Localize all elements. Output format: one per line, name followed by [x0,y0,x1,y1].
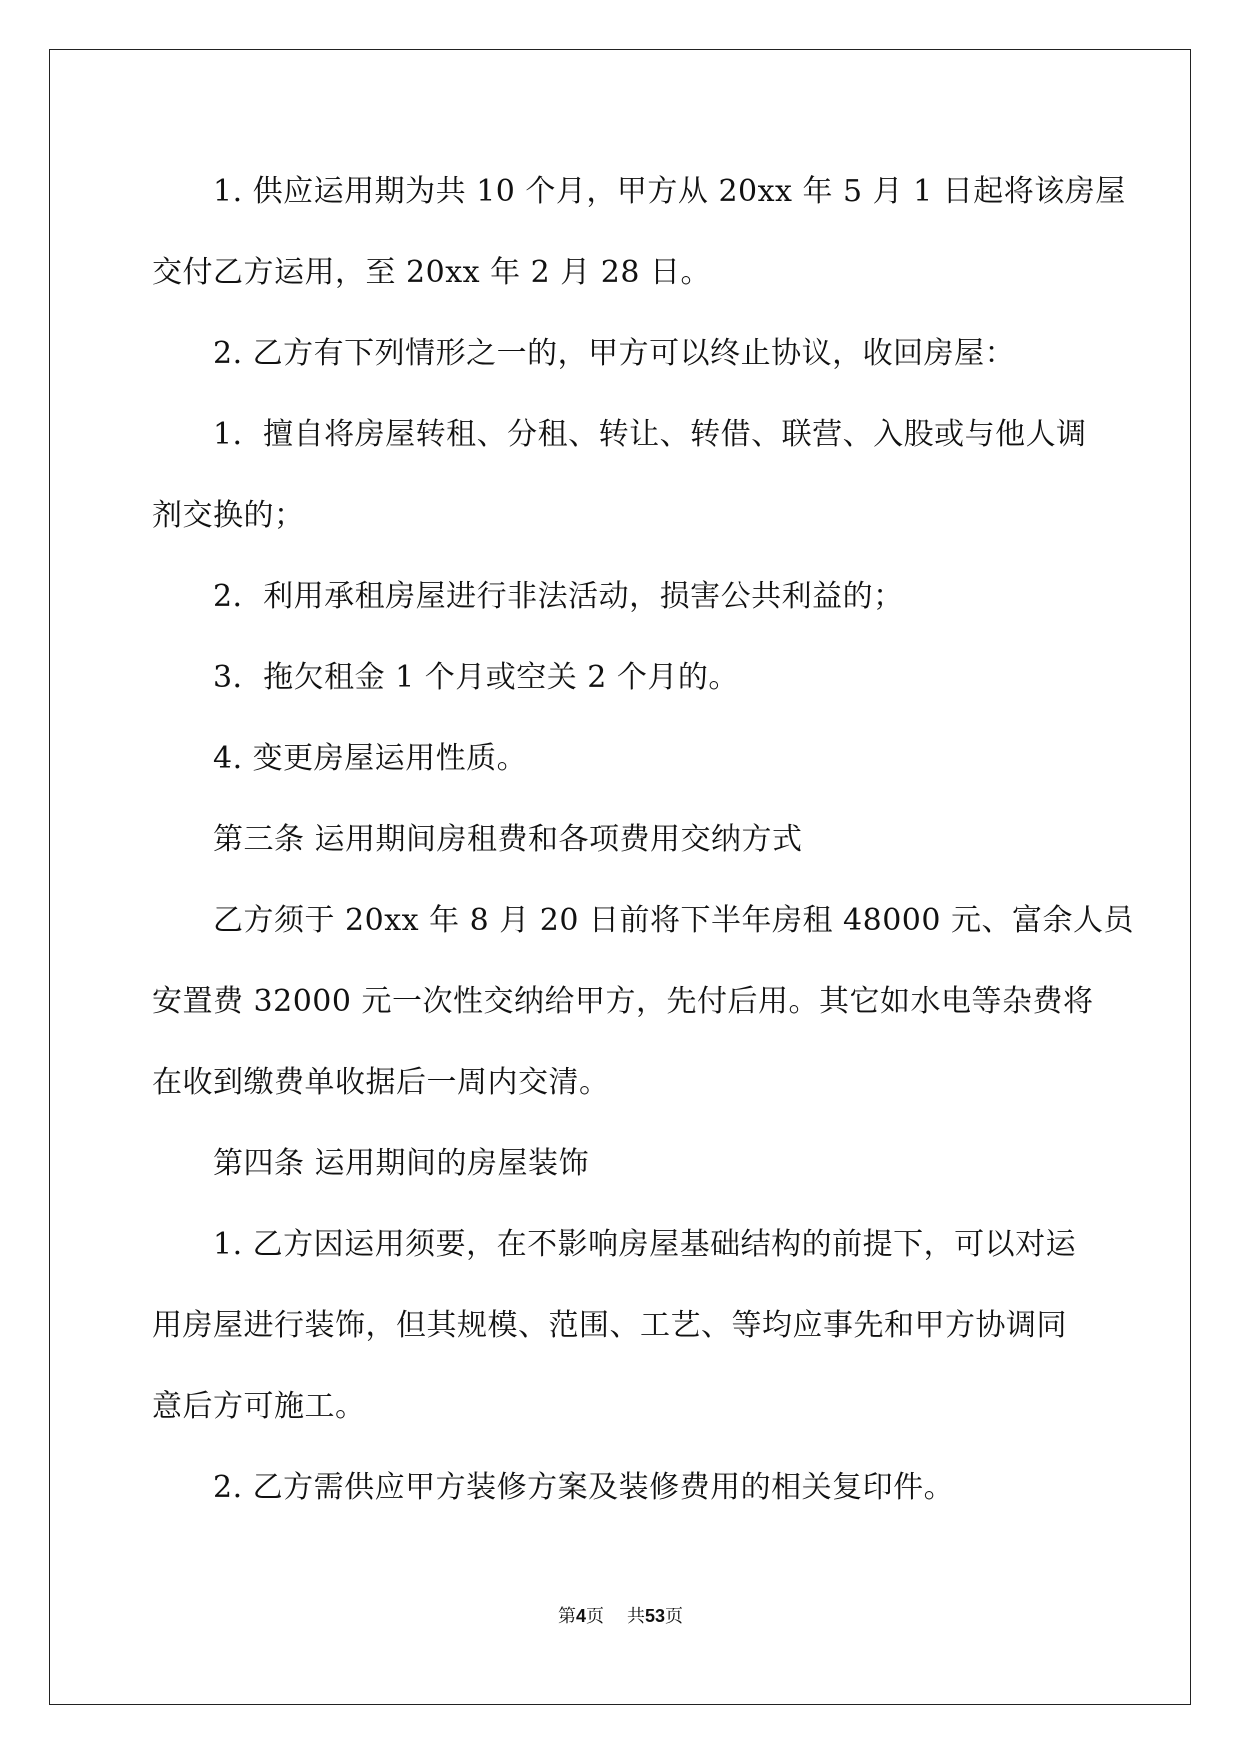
paragraph-line-5: 剂交换的； [152,498,305,533]
total-pages: 53 [644,1606,665,1626]
page-border [49,49,1191,1705]
paragraph-line-2: 交付乙方运用，至 20xx 年 2 月 28 日。 [152,255,711,290]
section-heading-4: 第四条 运用期间的房屋装饰 [213,1146,590,1181]
paragraph-line-14: 1. 乙方因运用须要，在不影响房屋基础结构的前提下，可以对运 [213,1227,1077,1262]
paragraph-line-17: 2. 乙方需供应甲方装修方案及装修费用的相关复印件。 [213,1470,955,1505]
page-suffix: 页 [586,1606,605,1627]
paragraph-line-12: 在收到缴费单收据后一周内交清。 [152,1065,610,1100]
section-heading-3: 第三条 运用期间房租费和各项费用交纳方式 [213,822,803,857]
paragraph-line-10: 乙方须于 20xx 年 8 月 20 日前将下半年房租 48000 元、富余人员 [213,903,1134,938]
paragraph-line-4: 1．擅自将房屋转租、分租、转让、转借、联营、入股或与他人调 [213,417,1087,452]
total-prefix: 共 [626,1606,645,1627]
paragraph-line-8: 4. 变更房屋运用性质。 [213,741,528,776]
paragraph-line-3: 2. 乙方有下列情形之一的，甲方可以终止协议，收回房屋： [213,336,1016,371]
paragraph-line-16: 意后方可施工。 [152,1389,366,1424]
paragraph-line-7: 3．拖欠租金 1 个月或空关 2 个月的。 [213,660,739,695]
paragraph-line-6: 2．利用承租房屋进行非法活动，损害公共利益的； [213,579,904,614]
total-suffix: 页 [664,1606,683,1627]
page-prefix: 第 [558,1606,577,1627]
page-footer [0,1604,1241,1629]
paragraph-line-11: 安置费 32000 元一次性交纳给甲方，先付后用。其它如水电等杂费将 [152,984,1094,1019]
paragraph-line-15: 用房屋进行装饰，但其规模、范围、工艺、等均应事先和甲方协调同 [152,1308,1067,1343]
paragraph-line-1: 1. 供应运用期为共 10 个月，甲方从 20xx 年 5 月 1 日起将该房屋 [213,174,1126,209]
page-number: 4 [576,1606,587,1626]
